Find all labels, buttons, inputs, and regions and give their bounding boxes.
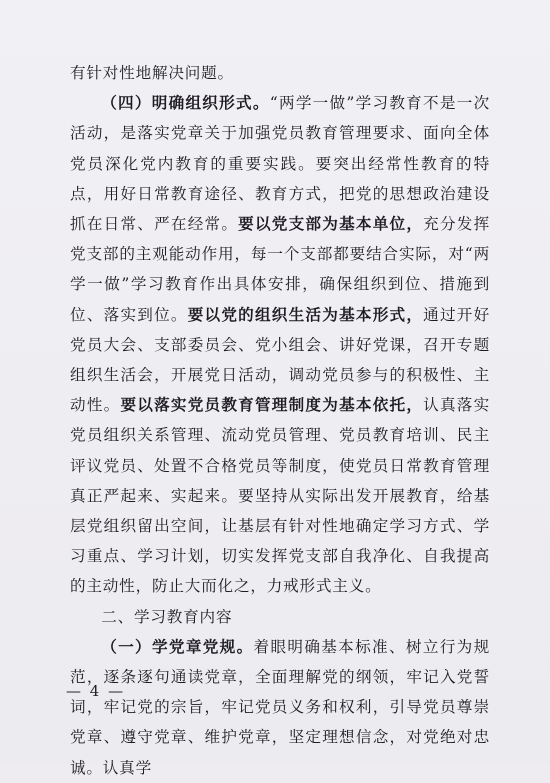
- paragraph-text: 认真落实党员组织关系管理、流动党员管理、党员教育培训、民主评议党员、处置不合格党员等制度，使党员日常教育管理真正严起来、实起来。要坚持从实际出发开展教育，给基层党组织留出空间，让基层有针对性地确定学习方式、学习重点、学习计划，切实发挥党支部自我净化、自我提高的主动性，防止大而化之，力戒形式主义。: [70, 396, 490, 596]
- paragraph-text: 着眼明确基本标准、树立行为规范，逐条逐句通读党章，全面理解党的纲领，牢记入党誓词，牢记党的宗旨，牢记党员义务和权利，引导党员尊崇党章、遵守党章、维护党章，坚定理想信念，对党绝对忠诚。认真学: [70, 637, 491, 777]
- paragraph-party-rules: [70, 632, 490, 783]
- emphasis-text: 要以落实党员教育管理制度为基本依托，: [120, 395, 424, 415]
- paragraph-continued: 有针对性地解决问题。: [70, 64, 234, 82]
- paragraph-text: “两学一做”学习教育不是一次活动，是落实党章关于加强党员教育管理要求、面向全体党员深化党内教育的重要实践。要突出经常性教育的特点，用好日常教育途径、教育方式，把党的思想政治建设抓在日常、严在经常。: [70, 94, 490, 234]
- body-text: [70, 58, 490, 783]
- paragraph-text: 充分发挥党支部的主观能动作用，每一个支部都要结合实际，对“两学一做”学习教育作出具体安排，确保组织到位、措施到位、落实到位。: [70, 215, 490, 324]
- subheading-four: （四）明确组织形式。: [101, 93, 270, 113]
- paragraph-organization-form: [70, 88, 490, 601]
- section-heading: 二、学习教育内容: [101, 607, 233, 626]
- page-number: — 4 —: [66, 682, 126, 700]
- emphasis-text: 要以党的组织生活为基本形式，: [187, 304, 424, 324]
- paragraph-text: 通过开好党员大会、支部委员会、党小组会、讲好党课，召开专题组织生活会，开展党日活动，调动党员参与的积极性、主动性。: [70, 305, 490, 415]
- emphasis-text: 要以党支部为基本单位，: [238, 214, 424, 234]
- subheading-one: （一）学党章党规。: [101, 636, 254, 656]
